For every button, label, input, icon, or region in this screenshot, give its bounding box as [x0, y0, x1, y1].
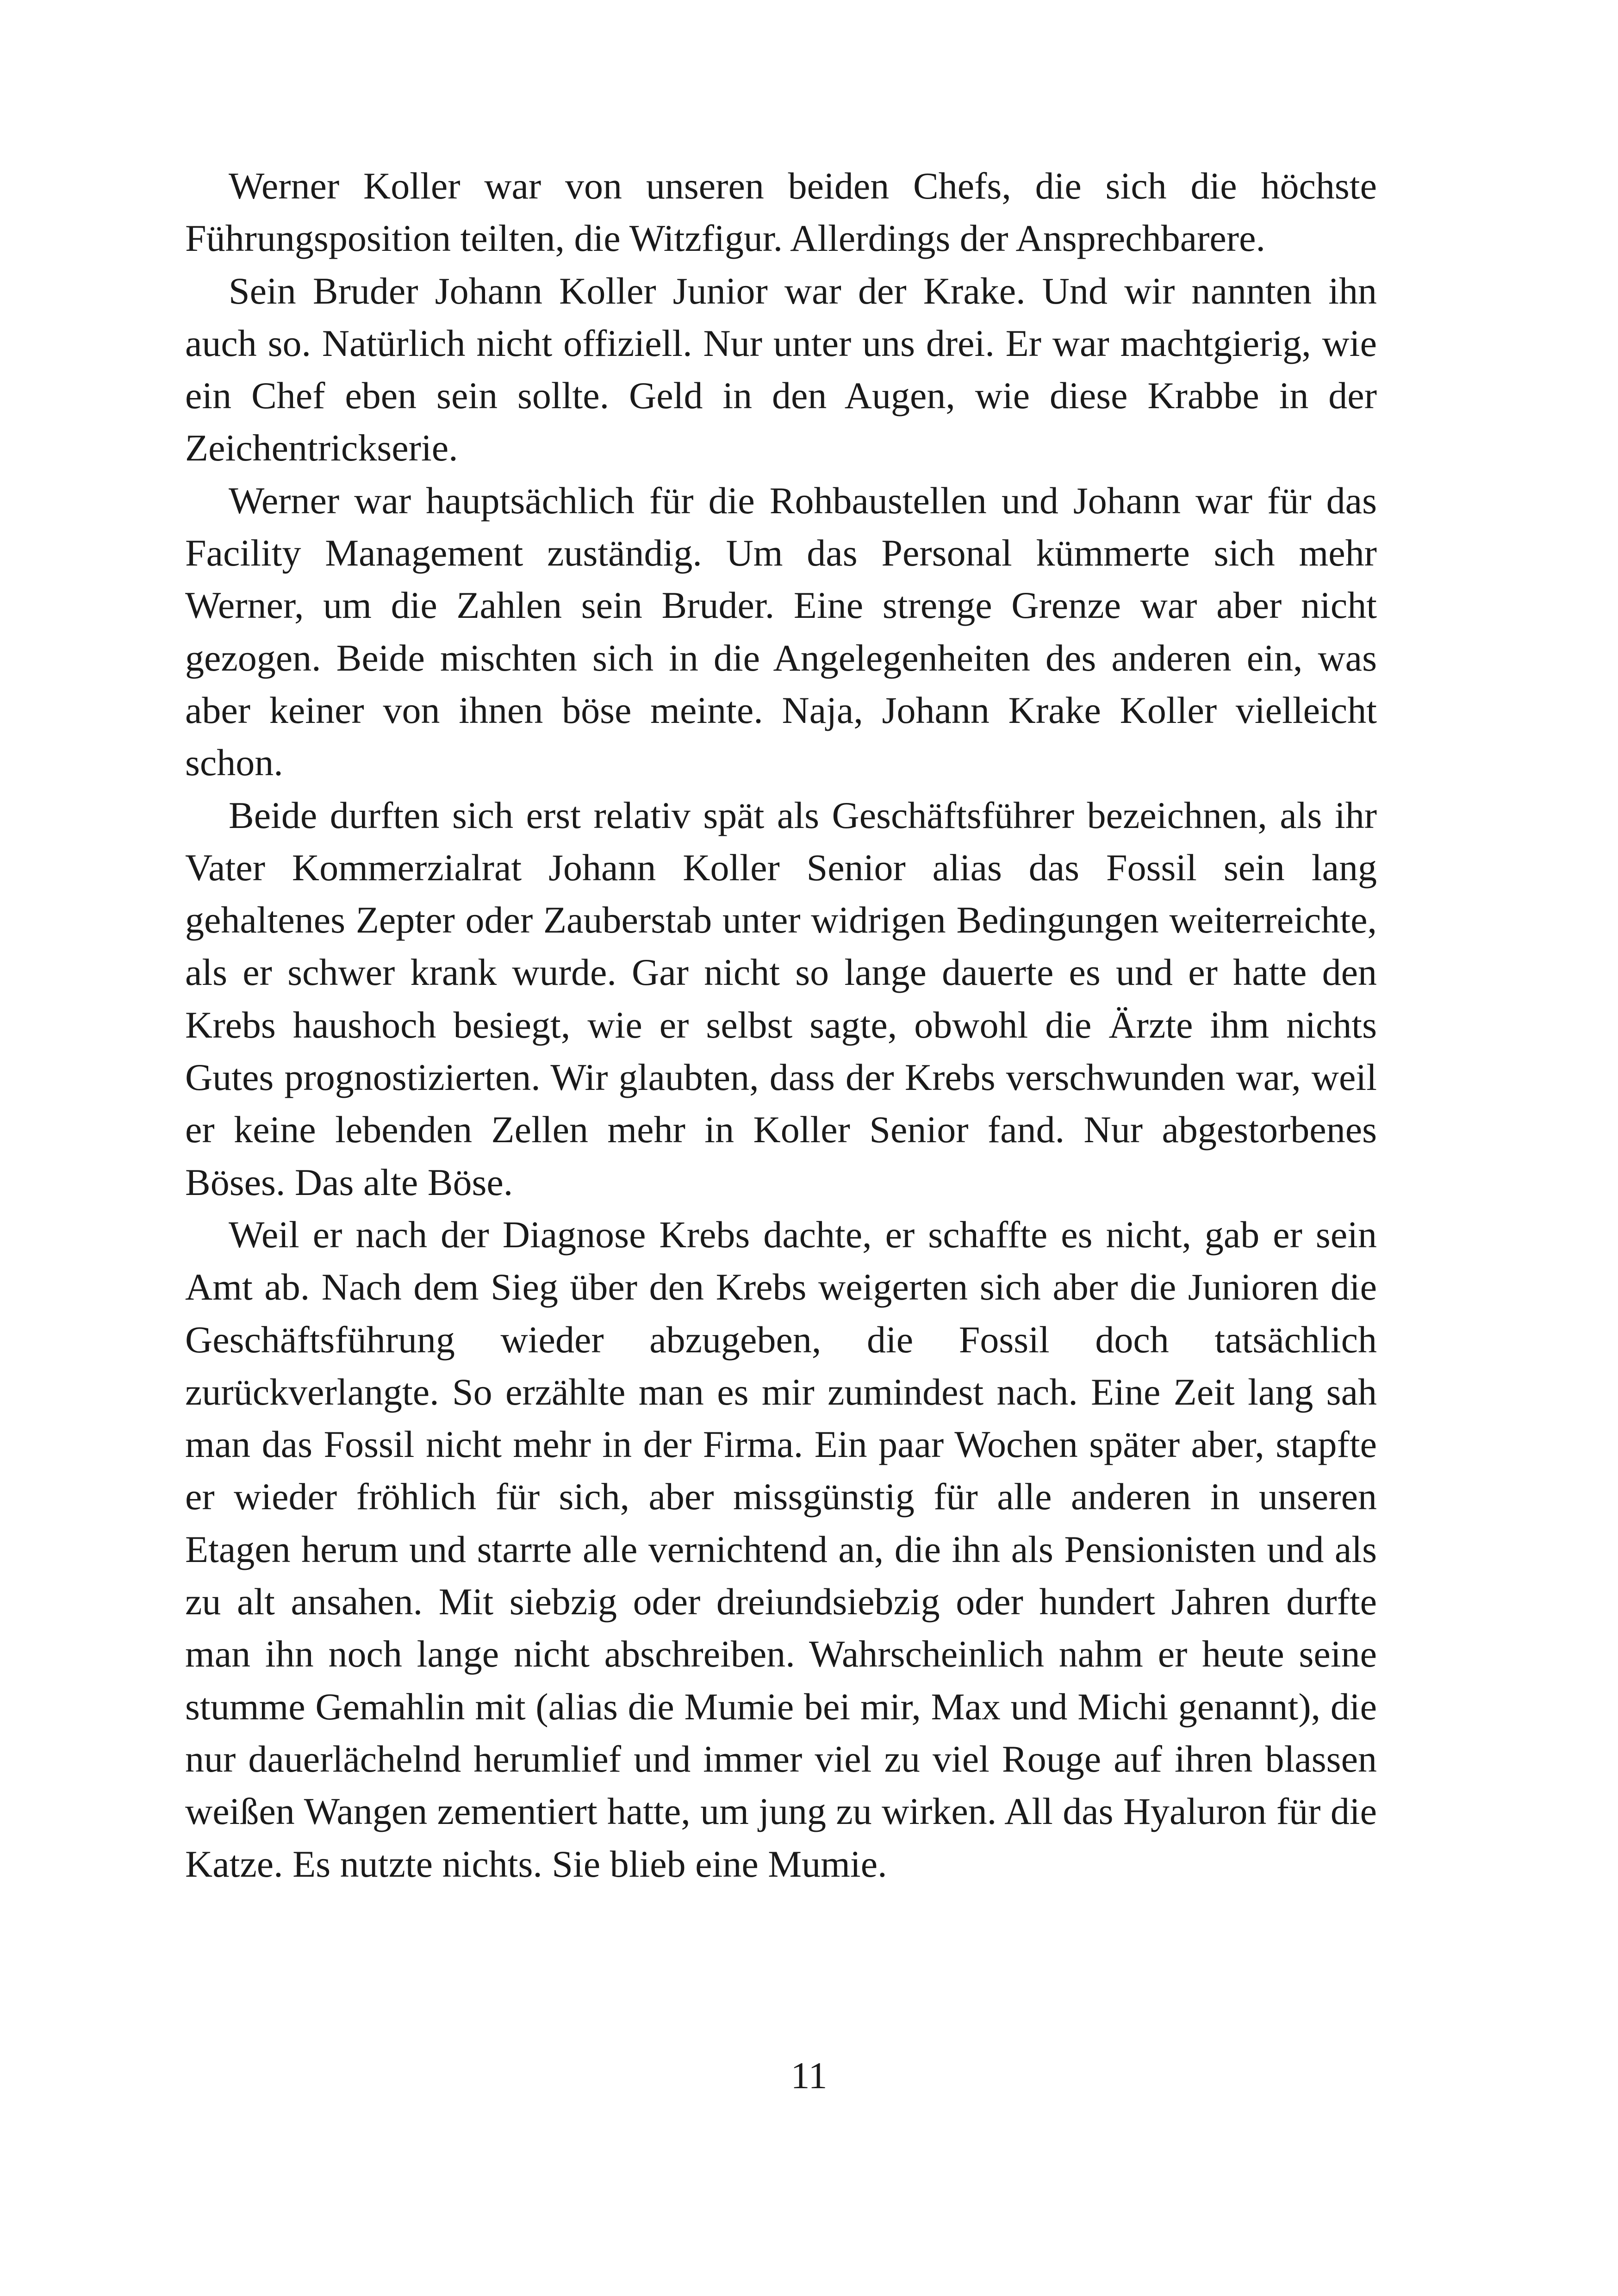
paragraph-3: Werner war hauptsächlich für die Rohbaustellen und Johann war für das Facility Management zuständig. Um das Personal kümmerte sich mehr Werner, um die Zahlen sein Bruder. Eine strenge Grenze war aber nicht gezogen. Beide mischten sich in die Angelegenheiten des anderen ein, was aber keiner von ihnen böse meinte. Naja, Johann Krake Koller vielleicht schon.: [185, 479, 1377, 784]
page-number: 11: [790, 2054, 828, 2097]
paragraph-4: Beide durften sich erst relativ spät als Geschäftsführer bezeichnen, als ihr Vater Kommerzialrat Johann Koller Senior alias das Fossil sein lang gehaltenes Zepter oder Zauberstab unter widrigen Bedingungen weiterreichte, als er schwer krank wurde. Gar nicht so lange dauerte es und er hatte den Krebs haushoch besiegt, wie er selbst sagte, obwohl die Ärzte ihm nichts Gutes prognostizierten. Wir glaubten, dass der Krebs verschwunden war, weil er keine lebenden Zellen mehr in Koller Senior fand. Nur abgestorbenes Böses. Das alte Böse.: [185, 794, 1377, 1203]
paragraph-2: Sein Bruder Johann Koller Junior war der Krake. Und wir nannten ihn auch so. Natürlich nicht offiziell. Nur unter uns drei. Er war machtgierig, wie ein Chef eben sein sollte. Geld in den Augen, wie diese Krabbe in der Zeichentrickserie.: [185, 269, 1377, 469]
paragraph-1: Werner Koller war von unseren beiden Chefs, die sich die höchste Führungsposition teilten, die Witzfigur. Allerdings der Ansprechbarere.: [185, 165, 1377, 260]
body-text: [185, 160, 1377, 1890]
paragraph-5: Weil er nach der Diagnose Krebs dachte, er schaffte es nicht, gab er sein Amt ab. Nach dem Sieg über den Krebs weigerten sich aber die Junioren die Geschäftsführung wieder abzugeben, die Fossil doch tatsächlich zurückverlangte. So erzählte man es mir zumindest nach. Eine Zeit lang sah man das Fossil nicht mehr in der Firma. Ein paar Wochen später aber, stapfte er wieder fröhlich für sich, aber missgünstig für alle anderen in unseren Etagen herum und starrte alle vernichtend an, die ihn als Pensionisten und als zu alt ansahen. Mit siebzig oder dreiundsiebzig oder hundert Jahren durfte man ihn noch lange nicht abschreiben. Wahrscheinlich nahm er heute seine stumme Gemahlin mit (alias die Mumie bei mir, Max und Michi genannt), die nur dauerlächelnd herumlief und immer viel zu viel Rouge auf ihren blassen weißen Wangen zementiert hatte, um jung zu wirken. All das Hyaluron für die Katze. Es nutzte nichts. Sie blieb eine Mumie.: [185, 1213, 1377, 1885]
